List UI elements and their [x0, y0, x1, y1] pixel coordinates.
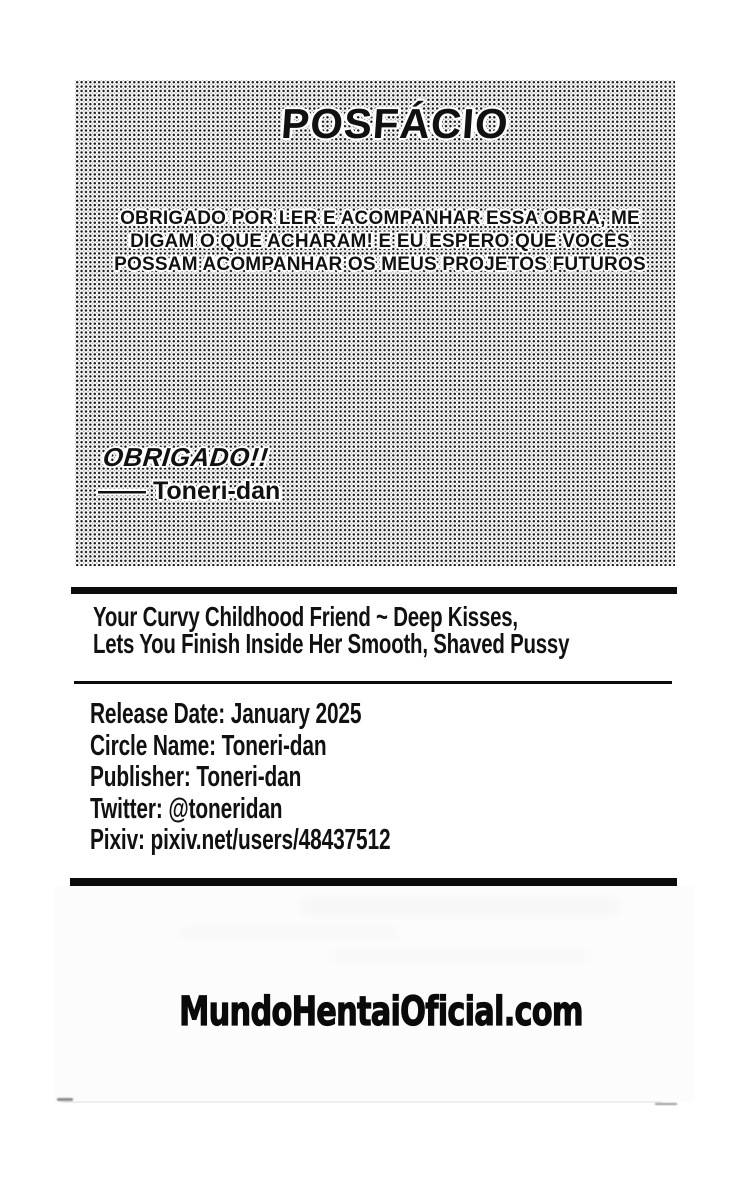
scan-smudge [330, 952, 590, 962]
credit-pixiv: Pixiv: pixiv.net/users/48437512 [90, 824, 391, 857]
scan-artifact-left [57, 1098, 73, 1101]
credits-block [90, 699, 390, 857]
scan-artifact-right [655, 1103, 677, 1105]
afterword-title: POSFÁCIO [279, 100, 511, 147]
afterword-panel [75, 80, 675, 566]
credit-publisher: Publisher: Toneri-dan [90, 761, 302, 794]
afterword-paragraph-line-3: POSSAM ACOMPANHAR OS MEUS PROJETOS FUTUROS [114, 254, 646, 275]
footer-website-text: MundoHentaiOficial.com [179, 989, 583, 1035]
afterword-paragraph-line-1: OBRIGADO POR LER E ACOMPANHAR ESSA OBRA, ME [120, 208, 640, 229]
credit-twitter: Twitter: @toneridan [90, 792, 283, 825]
divider-middle-rule [74, 681, 672, 684]
work-title [93, 603, 569, 657]
author-signature [98, 477, 280, 506]
credit-release-date: Release Date: January 2025 [90, 698, 362, 730]
work-title-line-2: Lets You Finish Inside Her Smooth, Shaved Pussy [93, 628, 570, 659]
thanks-text: OBRIGADO!! [101, 442, 270, 472]
scan-smudge [180, 928, 400, 938]
divider-top-rule [71, 587, 677, 594]
scan-smudge [300, 898, 620, 914]
credit-circle-name: Circle Name: Toneri-dan [90, 729, 327, 762]
afterword-paragraph [80, 207, 680, 276]
divider-bottom-rule [70, 878, 677, 886]
afterword-paragraph-line-2: DIGAM O QUE ACHARAM! E EU ESPERO QUE VOCÊS [130, 231, 630, 252]
signature-dash: —— [98, 477, 144, 505]
scan-edge-line [62, 1101, 662, 1103]
signature-name: Toneri-dan [153, 477, 281, 505]
work-title-line-1: Your Curvy Childhood Friend ~ Deep Kisses, [93, 601, 518, 632]
